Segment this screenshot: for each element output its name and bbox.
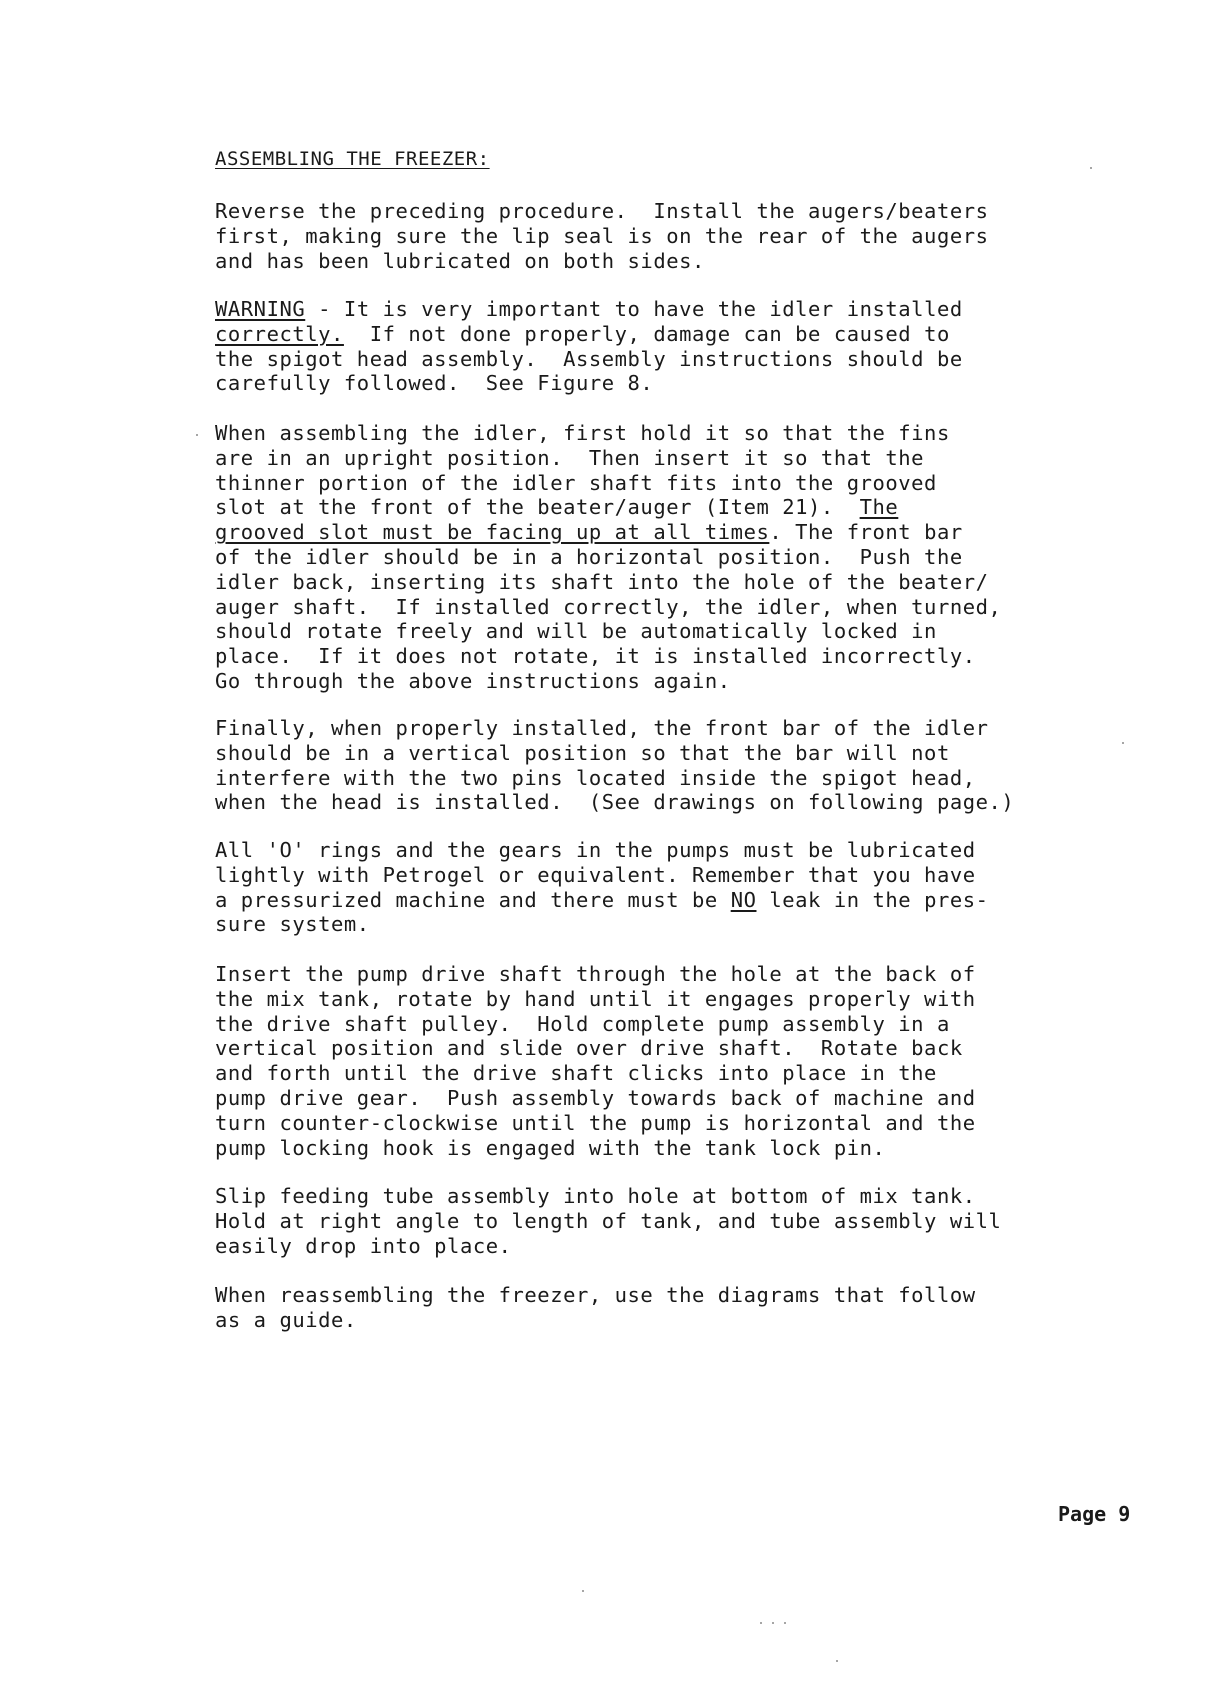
text-line: idler back, inserting its shaft into the hole of the beater/ bbox=[215, 569, 989, 594]
text-line: interfere with the two pins located inside the spigot head, bbox=[215, 765, 976, 790]
text-line: Go through the above instructions again. bbox=[215, 668, 731, 693]
text-line: should rotate freely and will be automatically locked in bbox=[215, 619, 937, 644]
paragraph-lubrication bbox=[215, 838, 1145, 937]
text-line bbox=[215, 520, 1145, 545]
text-line: pump locking hook is engaged with the tank lock pin. bbox=[215, 1135, 886, 1160]
text-line: easily drop into place. bbox=[215, 1233, 512, 1258]
text-line: vertical position and slide over drive shaft. Rotate back bbox=[215, 1036, 963, 1061]
text-line: Finally, when properly installed, the front bar of the idler bbox=[215, 716, 989, 740]
scan-speck bbox=[1122, 742, 1124, 744]
text-line: Insert the pump drive shaft through the hole at the back of bbox=[215, 962, 976, 986]
warning-label: WARNING bbox=[215, 297, 306, 321]
paragraph-idler-assembly bbox=[215, 421, 1145, 694]
page-number: Page 9 bbox=[1058, 1502, 1131, 1526]
text-line: are in an upright position. Then insert it so that the bbox=[215, 445, 925, 470]
text-line: the drive shaft pulley. Hold complete pump assembly in a bbox=[215, 1011, 950, 1036]
scan-speck bbox=[582, 1590, 584, 1592]
paragraph-final-position bbox=[215, 716, 1145, 815]
text-line: and forth until the drive shaft clicks into place in the bbox=[215, 1061, 937, 1086]
text-line bbox=[215, 495, 1145, 520]
text-line: should be in a vertical position so that the bar will not bbox=[215, 740, 950, 765]
paragraph-warning bbox=[215, 297, 1145, 396]
paragraph-reverse-procedure bbox=[215, 199, 1145, 273]
text-line: All 'O' rings and the gears in the pumps must be lubricated bbox=[215, 838, 976, 862]
text-line bbox=[215, 322, 1145, 347]
text-line: when the head is installed. (See drawings on following page.) bbox=[215, 790, 1015, 815]
text-segment: leak in the pres- bbox=[756, 887, 989, 912]
scan-speck bbox=[1090, 167, 1092, 169]
text-segment: If not done properly, damage can be caused to bbox=[343, 321, 950, 346]
text-line: sure system. bbox=[215, 912, 370, 937]
text-line: thinner portion of the idler shaft fits into the grooved bbox=[215, 470, 937, 495]
text-line: as a guide. bbox=[215, 1307, 357, 1332]
text-line: When reassembling the freezer, use the diagrams that follow bbox=[215, 1283, 976, 1307]
underlined-text: NO bbox=[730, 887, 757, 912]
underlined-text: correctly. bbox=[215, 321, 344, 346]
text-line: lightly with Petrogel or equivalent. Remember that you have bbox=[215, 862, 976, 887]
text-line bbox=[215, 297, 1145, 322]
text-line: When assembling the idler, first hold it so that the fins bbox=[215, 421, 950, 445]
text-line: and has been lubricated on both sides. bbox=[215, 248, 705, 273]
text-line: carefully followed. See Figure 8. bbox=[215, 371, 654, 396]
text-line: auger shaft. If installed correctly, the idler, when turned, bbox=[215, 594, 1002, 619]
text-segment: a pressurized machine and there must be bbox=[215, 887, 731, 912]
text-segment: . The front bar bbox=[769, 520, 963, 545]
text-segment: - It is very important to have the idler installed bbox=[305, 297, 963, 321]
text-line: Slip feeding tube assembly into hole at bottom of mix tank. bbox=[215, 1184, 976, 1208]
text-line: the mix tank, rotate by hand until it engages properly with bbox=[215, 986, 976, 1011]
text-line: the spigot head assembly. Assembly instructions should be bbox=[215, 346, 963, 371]
underlined-text: The bbox=[859, 495, 899, 520]
text-line: of the idler should be in a horizontal position. Push the bbox=[215, 544, 963, 569]
text-line: place. If it does not rotate, it is installed incorrectly. bbox=[215, 644, 976, 669]
scan-speck bbox=[772, 1622, 774, 1624]
text-segment: slot at the front of the beater/auger (Item 21). bbox=[215, 495, 860, 520]
section-heading: ASSEMBLING THE FREEZER: bbox=[215, 148, 490, 170]
text-line: Hold at right angle to length of tank, and tube assembly will bbox=[215, 1208, 1002, 1233]
text-line bbox=[215, 888, 1145, 913]
text-line: turn counter-clockwise until the pump is horizontal and the bbox=[215, 1110, 976, 1135]
text-line: Reverse the preceding procedure. Install the augers/beaters bbox=[215, 199, 989, 223]
paragraph-feeding-tube bbox=[215, 1184, 1145, 1258]
scan-speck bbox=[196, 434, 198, 436]
scan-speck bbox=[760, 1622, 762, 1624]
paragraph-pump-drive bbox=[215, 962, 1145, 1160]
scan-speck bbox=[836, 1660, 838, 1662]
paragraph-reassembly-guide bbox=[215, 1283, 1145, 1333]
text-line: first, making sure the lip seal is on the rear of the augers bbox=[215, 223, 989, 248]
scan-speck bbox=[784, 1622, 786, 1624]
text-line: pump drive gear. Push assembly towards back of machine and bbox=[215, 1085, 976, 1110]
underlined-text: grooved slot must be facing up at all times bbox=[215, 520, 770, 545]
